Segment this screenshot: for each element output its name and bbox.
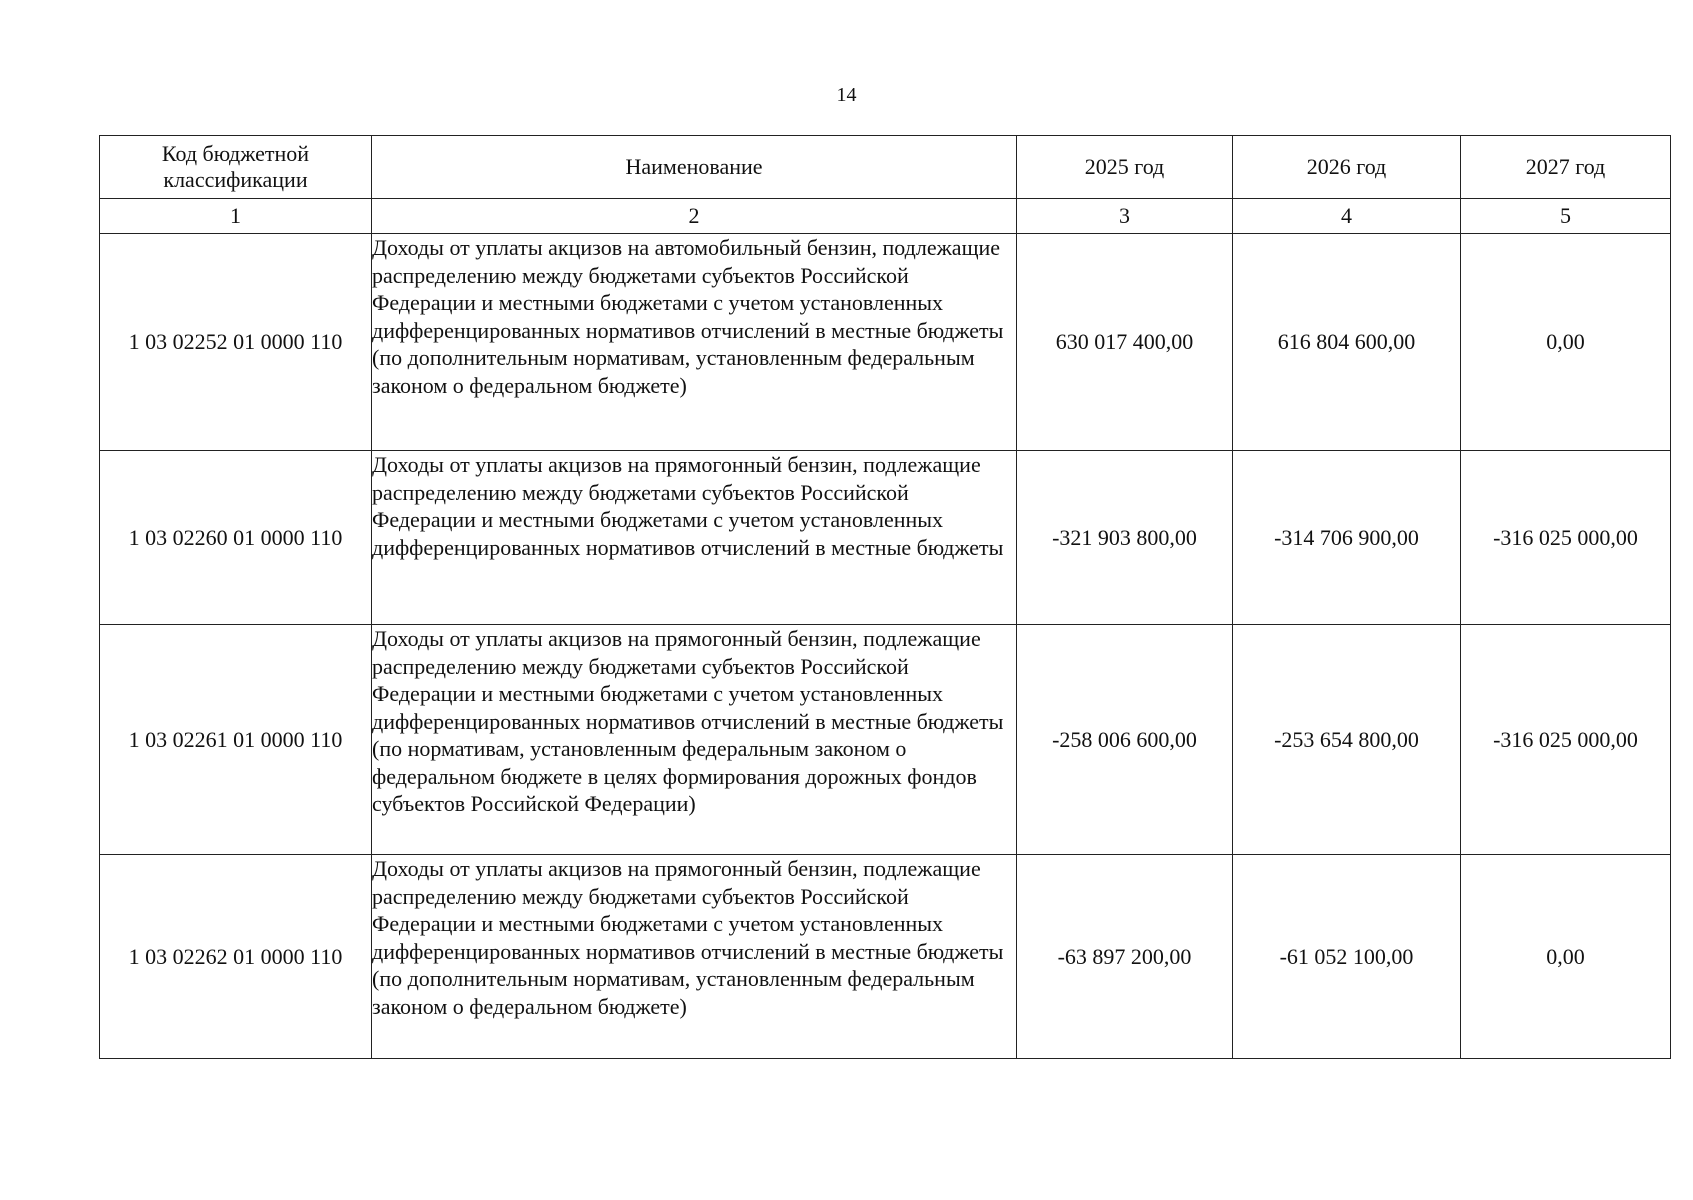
header-name: Наименование [372, 136, 1017, 199]
header-2027: 2027 год [1461, 136, 1671, 199]
table-row [100, 855, 1671, 1059]
header-2025: 2025 год [1017, 136, 1233, 199]
row-value-2027: -316 025 000,00 [1461, 451, 1671, 625]
column-number: 2 [372, 199, 1017, 234]
row-value-2025: -63 897 200,00 [1017, 855, 1233, 1059]
row-name: Доходы от уплаты акцизов на прямогонный бензин, подлежащие распределению между бюджетами субъектов Российской Федерации и местными бюджетами с учетом установленных дифференцированных нормативов отчислений в местные бюджеты (по дополнительным нормативам, установленным федеральным законом о федеральном бюджете) [372, 855, 1017, 1059]
row-value-2026: -314 706 900,00 [1233, 451, 1461, 625]
row-name: Доходы от уплаты акцизов на автомобильный бензин, подлежащие распределению между бюджетами субъектов Российской Федерации и местными бюджетами с учетом установленных дифференцированных нормативов отчислений в местные бюджеты (по дополнительным нормативам, установленным федеральным законом о федеральном бюджете) [372, 234, 1017, 451]
table-header-row [100, 136, 1671, 199]
column-number: 1 [100, 199, 372, 234]
column-number: 5 [1461, 199, 1671, 234]
row-value-2025: -258 006 600,00 [1017, 625, 1233, 855]
table-row [100, 234, 1671, 451]
row-name: Доходы от уплаты акцизов на прямогонный бензин, подлежащие распределению между бюджетами субъектов Российской Федерации и местными бюджетами с учетом установленных дифференцированных нормативов отчислений в местные бюджеты (по нормативам, установленным федеральным законом о федеральном бюджете в целях формирования дорожных фондов субъектов Российской Федерации) [372, 625, 1017, 855]
row-code: 1 03 02252 01 0000 110 [100, 234, 372, 451]
row-value-2026: -61 052 100,00 [1233, 855, 1461, 1059]
column-number: 4 [1233, 199, 1461, 234]
row-name: Доходы от уплаты акцизов на прямогонный бензин, подлежащие распределению между бюджетами субъектов Российской Федерации и местными бюджетами с учетом установленных дифференцированных нормативов отчислений в местные бюджеты [372, 451, 1017, 625]
row-code: 1 03 02260 01 0000 110 [100, 451, 372, 625]
header-code: Код бюджетной классификации [100, 136, 372, 199]
header-2026: 2026 год [1233, 136, 1461, 199]
row-value-2026: 616 804 600,00 [1233, 234, 1461, 451]
row-value-2027: 0,00 [1461, 234, 1671, 451]
table-row [100, 625, 1671, 855]
page-number: 14 [836, 84, 857, 106]
row-value-2027: 0,00 [1461, 855, 1671, 1059]
budget-revenue-table [99, 135, 1671, 1059]
row-value-2025: 630 017 400,00 [1017, 234, 1233, 451]
column-number-row [100, 199, 1671, 234]
row-value-2026: -253 654 800,00 [1233, 625, 1461, 855]
row-code: 1 03 02262 01 0000 110 [100, 855, 372, 1059]
column-number: 3 [1017, 199, 1233, 234]
row-value-2025: -321 903 800,00 [1017, 451, 1233, 625]
row-value-2027: -316 025 000,00 [1461, 625, 1671, 855]
table-row [100, 451, 1671, 625]
row-code: 1 03 02261 01 0000 110 [100, 625, 372, 855]
